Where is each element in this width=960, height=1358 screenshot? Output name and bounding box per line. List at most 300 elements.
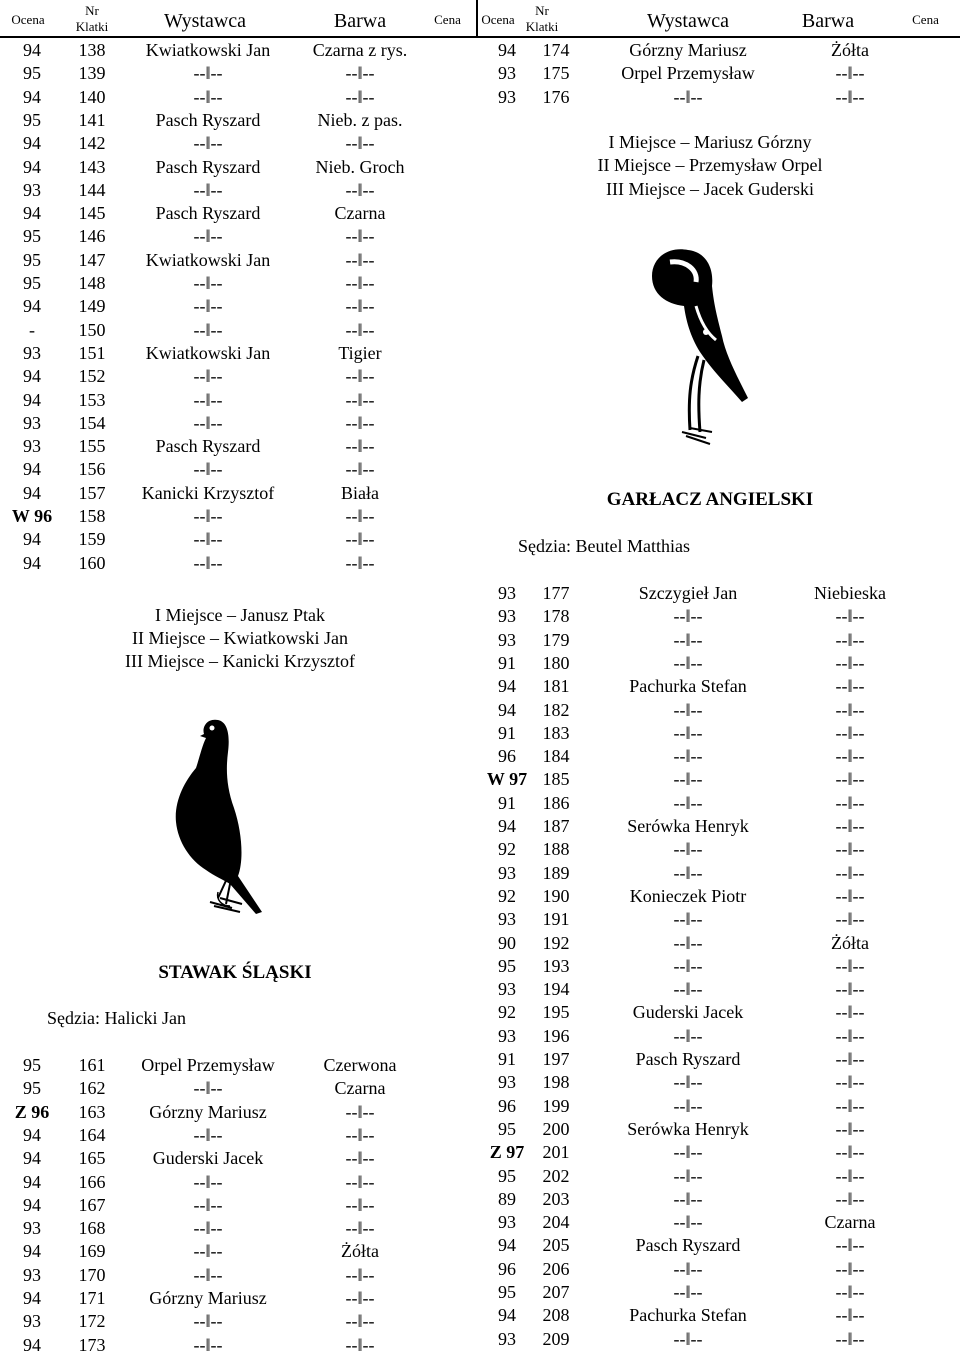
cell-ocena: 95	[23, 63, 41, 84]
cell-barwa: --‖--	[345, 226, 375, 247]
cell-barwa: --‖--	[345, 1148, 375, 1169]
cell-barwa: --‖--	[835, 839, 865, 860]
cell-ocena: 95	[498, 1118, 516, 1139]
cell-nr: 155	[78, 436, 106, 457]
cell-wystawca: --‖--	[193, 529, 223, 550]
cell-ocena: 96	[498, 1095, 516, 1116]
cell-wystawca: Kwiatkowski Jan	[145, 40, 271, 60]
cell-barwa: --‖--	[345, 436, 375, 457]
cell-ocena: 91	[498, 722, 516, 743]
cell-nr: 173	[78, 1334, 106, 1355]
cell-wystawca: --‖--	[193, 1241, 223, 1262]
cell-barwa: --‖--	[835, 63, 865, 84]
cell-wystawca: --‖--	[193, 226, 223, 247]
table-row	[0, 109, 960, 132]
cell-wystawca: Pasch Ryszard	[635, 1049, 741, 1069]
table-row	[0, 885, 960, 908]
cell-nr: 196	[542, 1025, 570, 1046]
table-row	[0, 792, 960, 815]
cell-ocena: 94	[498, 699, 516, 720]
cell-ocena: Z 97	[489, 1142, 525, 1163]
cell-ocena: 95	[498, 1282, 516, 1302]
cell-nr: 199	[542, 1095, 570, 1116]
cell-ocena: 93	[23, 179, 41, 200]
table-row	[0, 932, 960, 955]
cell-ocena: 92	[498, 885, 516, 906]
cell-barwa: --‖--	[345, 1124, 375, 1145]
cell-wystawca: --‖--	[673, 606, 703, 627]
table-row	[0, 745, 960, 768]
cell-barwa: --‖--	[345, 366, 375, 387]
table-row	[0, 1304, 960, 1327]
table-row	[0, 675, 960, 698]
table-row	[0, 1211, 960, 1234]
col-cena: Cena	[912, 12, 939, 27]
cell-nr: 144	[78, 179, 106, 200]
cell-barwa: --‖--	[345, 459, 375, 480]
cell-nr: 195	[542, 1002, 570, 1023]
cell-nr: 177	[542, 583, 570, 603]
cell-barwa: --‖--	[835, 86, 865, 107]
cell-wystawca: Kanicki Krzysztof	[141, 482, 275, 503]
cell-wystawca: Górzny Mariusz	[149, 1101, 267, 1122]
cell-barwa: --‖--	[835, 1282, 865, 1302]
cell-nr: 149	[78, 296, 106, 317]
cell-ocena: 93	[498, 629, 516, 650]
cell-ocena: 90	[498, 932, 516, 953]
cell-wystawca: --‖--	[673, 1025, 703, 1046]
cell-wystawca: Orpel Przemysław	[621, 63, 755, 84]
cell-ocena: 93	[498, 909, 516, 930]
table-row	[0, 1071, 960, 1094]
cell-barwa: --‖--	[345, 249, 375, 270]
cell-ocena: 95	[23, 1078, 41, 1099]
table-row	[0, 699, 960, 722]
cell-nr: 192	[542, 932, 570, 953]
col-klatki: Klatki	[75, 19, 109, 34]
table-row	[0, 1281, 960, 1304]
cell-ocena: 91	[498, 652, 516, 673]
cell-barwa: --‖--	[345, 1288, 375, 1308]
cell-nr: 180	[542, 652, 570, 673]
cell-barwa: Żółta	[341, 1241, 379, 1262]
cell-ocena: 93	[498, 1212, 516, 1233]
cell-barwa: --‖--	[345, 273, 375, 293]
breed-title-garlacz: GARŁACZ ANGIELSKI	[606, 489, 814, 510]
cell-nr: 194	[542, 979, 570, 1000]
col-barwa: Barwa	[801, 10, 855, 32]
cell-wystawca: --‖--	[673, 1072, 703, 1093]
cell-barwa: --‖--	[345, 529, 375, 550]
cell-wystawca: --‖--	[673, 1188, 703, 1209]
cell-ocena: 91	[498, 1049, 516, 1069]
cell-nr: 159	[78, 529, 106, 550]
cell-wystawca: Pasch Ryszard	[635, 1235, 741, 1256]
cell-barwa: --‖--	[835, 746, 865, 767]
judge-left: Sędzia: Halicki Jan	[47, 1008, 186, 1028]
table-row	[0, 838, 960, 861]
cell-nr: 204	[542, 1212, 570, 1233]
cell-ocena: 96	[498, 1258, 516, 1279]
cell-nr: 191	[542, 909, 570, 930]
cell-nr: 201	[542, 1142, 570, 1163]
cell-barwa: --‖--	[835, 606, 865, 627]
table-header-right	[478, 0, 960, 38]
cell-nr: 151	[78, 342, 106, 363]
cell-barwa: Czarna z rys.	[312, 40, 408, 60]
cell-barwa: --‖--	[345, 133, 375, 154]
cell-barwa: --‖--	[835, 722, 865, 743]
table-row	[0, 722, 960, 745]
cell-wystawca: Orpel Przemysław	[141, 1055, 275, 1075]
table-row	[0, 458, 960, 481]
cell-barwa: --‖--	[345, 63, 375, 84]
cell-barwa: --‖--	[835, 1328, 865, 1349]
col-wystawca: Wystawca	[163, 10, 247, 32]
cell-wystawca: Pachurka Stefan	[629, 676, 747, 697]
table-row	[0, 225, 960, 248]
cell-barwa: --‖--	[835, 885, 865, 906]
cell-ocena: 94	[23, 1194, 41, 1215]
cell-wystawca: --‖--	[673, 722, 703, 743]
cell-ocena: 92	[498, 1002, 516, 1023]
cell-barwa: --‖--	[835, 699, 865, 720]
table-row	[0, 1048, 960, 1071]
cell-nr: 203	[542, 1188, 570, 1209]
cell-nr: 186	[542, 792, 570, 813]
col-klatki: Klatki	[525, 19, 559, 34]
cell-nr: 140	[78, 86, 106, 107]
place-2: II Miejsce – Przemysław Orpel	[597, 155, 823, 175]
table-row	[0, 272, 960, 295]
cell-barwa: --‖--	[835, 862, 865, 883]
place-3: III Miejsce – Jacek Guderski	[606, 179, 814, 199]
cell-barwa: Tigier	[338, 342, 382, 363]
cell-wystawca: --‖--	[193, 86, 223, 107]
cell-ocena: 93	[498, 1025, 516, 1046]
place-3: III Miejsce – Kanicki Krzysztof	[125, 651, 355, 671]
table-row	[0, 1328, 960, 1351]
cell-ocena: 94	[23, 1171, 41, 1192]
col-barwa: Barwa	[333, 10, 387, 32]
cell-ocena: 93	[498, 583, 516, 603]
cell-ocena: 94	[498, 1235, 516, 1256]
cell-nr: 184	[542, 746, 570, 767]
cell-barwa: --‖--	[345, 1334, 375, 1355]
cell-barwa: --‖--	[835, 1258, 865, 1279]
cell-wystawca: --‖--	[193, 1194, 223, 1215]
cell-nr: 189	[542, 862, 570, 883]
cell-ocena: 94	[23, 1288, 41, 1308]
cell-wystawca: --‖--	[193, 506, 223, 526]
cell-nr: 181	[542, 676, 570, 697]
cell-barwa: --‖--	[345, 1101, 375, 1122]
cell-wystawca: Serówka Henryk	[627, 816, 749, 836]
cell-barwa: --‖--	[835, 1305, 865, 1326]
cell-nr: 190	[542, 885, 570, 906]
cell-wystawca: --‖--	[673, 1165, 703, 1186]
cell-wystawca: --‖--	[673, 746, 703, 767]
cell-nr: 148	[78, 273, 106, 293]
cell-ocena: 94	[498, 1305, 516, 1326]
cell-barwa: --‖--	[345, 1171, 375, 1192]
cell-nr: 207	[542, 1282, 570, 1302]
cell-nr: 208	[542, 1305, 570, 1326]
cell-nr: 143	[78, 156, 106, 177]
cell-wystawca: --‖--	[673, 932, 703, 953]
garlacz-pigeon-illustration	[640, 240, 770, 455]
cell-ocena: 93	[23, 342, 41, 363]
table-row	[0, 342, 960, 365]
table-row	[0, 528, 960, 551]
table-row	[0, 908, 960, 931]
cell-ocena: 95	[498, 955, 516, 976]
cell-ocena: 93	[23, 1264, 41, 1285]
cell-nr: 165	[78, 1148, 106, 1169]
cell-nr: 202	[542, 1165, 570, 1186]
cell-barwa: --‖--	[345, 319, 375, 340]
breed-title-stawak: STAWAK ŚLĄSKI	[158, 962, 312, 983]
table-row	[0, 412, 960, 435]
cell-wystawca: --‖--	[673, 652, 703, 673]
cell-wystawca: --‖--	[673, 1282, 703, 1302]
cell-ocena: 94	[23, 552, 41, 573]
cell-barwa: --‖--	[835, 1142, 865, 1163]
cell-nr: 154	[78, 412, 106, 433]
cell-ocena: 94	[498, 816, 516, 836]
cell-barwa: --‖--	[835, 1002, 865, 1023]
table-row	[0, 1165, 960, 1188]
table-row	[0, 1234, 960, 1257]
cell-ocena: 93	[498, 979, 516, 1000]
cell-wystawca: --‖--	[673, 86, 703, 107]
cell-wystawca: --‖--	[193, 273, 223, 293]
table-row	[0, 552, 960, 575]
cell-wystawca: --‖--	[193, 319, 223, 340]
cell-wystawca: --‖--	[193, 412, 223, 433]
cell-wystawca: --‖--	[673, 862, 703, 883]
cell-ocena: 94	[498, 676, 516, 697]
cell-ocena: 93	[498, 1072, 516, 1093]
cell-wystawca: --‖--	[193, 179, 223, 200]
cell-nr: 169	[78, 1241, 106, 1262]
cell-wystawca: --‖--	[193, 1171, 223, 1192]
cell-wystawca: --‖--	[193, 552, 223, 573]
cell-ocena: 95	[23, 226, 41, 247]
cell-wystawca: Szczygieł Jan	[638, 583, 738, 603]
table-row	[0, 768, 960, 791]
cell-ocena: 94	[23, 296, 41, 317]
cell-ocena: W 96	[11, 506, 53, 526]
cell-wystawca: --‖--	[193, 63, 223, 84]
cell-barwa: --‖--	[835, 1188, 865, 1209]
col-cena: Cena	[434, 12, 461, 27]
place-1: I Miejsce – Mariusz Górzny	[608, 132, 812, 152]
cell-nr: 185	[542, 769, 570, 790]
cell-ocena: 93	[23, 1311, 41, 1332]
cell-wystawca: Pasch Ryszard	[155, 156, 261, 177]
cell-nr: 139	[78, 63, 106, 84]
cell-nr: 170	[78, 1264, 106, 1285]
cell-barwa: --‖--	[835, 1072, 865, 1093]
cell-nr: 174	[542, 40, 570, 60]
table-row	[0, 202, 960, 225]
cell-wystawca: Konieczek Piotr	[629, 885, 747, 906]
col-nr: Nr	[535, 3, 549, 18]
cell-barwa: --‖--	[345, 1264, 375, 1285]
cell-ocena: 95	[23, 249, 41, 270]
cell-wystawca: Pasch Ryszard	[155, 109, 261, 130]
cell-wystawca: Górzny Mariusz	[149, 1288, 267, 1308]
cell-barwa: Czarna	[824, 1212, 876, 1233]
cell-nr: 146	[78, 226, 106, 247]
cell-ocena: 95	[23, 1055, 41, 1075]
cell-nr: 150	[78, 319, 106, 340]
cell-ocena: 93	[498, 862, 516, 883]
cell-nr: 179	[542, 629, 570, 650]
cell-ocena: 92	[498, 839, 516, 860]
cell-wystawca: --‖--	[673, 792, 703, 813]
cell-barwa: Czarna	[334, 203, 386, 224]
cell-nr: 145	[78, 203, 106, 224]
cell-wystawca: Górzny Mariusz	[629, 40, 747, 60]
cell-barwa: --‖--	[345, 86, 375, 107]
cell-nr: 200	[542, 1118, 570, 1139]
table-row	[0, 249, 960, 272]
table-row	[0, 1118, 960, 1141]
cell-wystawca: Guderski Jacek	[152, 1148, 264, 1169]
table-row	[0, 319, 960, 342]
cell-wystawca: Pachurka Stefan	[629, 1305, 747, 1326]
cell-barwa: --‖--	[835, 629, 865, 650]
cell-ocena: 94	[498, 40, 516, 60]
table-row	[0, 389, 960, 412]
cell-nr: 156	[78, 459, 106, 480]
cell-ocena: 94	[23, 1241, 41, 1262]
cell-wystawca: --‖--	[193, 459, 223, 480]
cell-nr: 161	[78, 1055, 106, 1075]
cell-ocena: 95	[498, 1165, 516, 1186]
table-row	[0, 295, 960, 318]
cell-nr: 157	[78, 482, 106, 503]
table-row	[0, 1141, 960, 1164]
table-header-left	[0, 0, 476, 38]
cell-barwa: --‖--	[835, 1025, 865, 1046]
cell-ocena: 94	[23, 156, 41, 177]
cell-ocena: 95	[23, 273, 41, 293]
cell-wystawca: --‖--	[193, 366, 223, 387]
cell-barwa: --‖--	[835, 955, 865, 976]
cell-nr: 206	[542, 1258, 570, 1279]
cell-barwa: --‖--	[345, 1311, 375, 1332]
table-row	[0, 1188, 960, 1211]
cell-barwa: Nieb. z pas.	[317, 109, 403, 130]
cell-nr: 142	[78, 133, 106, 154]
cell-nr: 163	[78, 1101, 106, 1122]
cell-wystawca: --‖--	[673, 1095, 703, 1116]
cell-barwa: --‖--	[835, 652, 865, 673]
cell-barwa: Żółta	[831, 40, 869, 60]
cell-wystawca: --‖--	[193, 1334, 223, 1355]
cell-barwa: --‖--	[835, 1049, 865, 1069]
cell-barwa: --‖--	[345, 296, 375, 317]
cell-nr: 162	[78, 1078, 106, 1099]
cell-wystawca: --‖--	[673, 1328, 703, 1349]
cell-barwa: --‖--	[345, 552, 375, 573]
cell-barwa: --‖--	[835, 792, 865, 813]
cell-barwa: --‖--	[835, 1118, 865, 1139]
cell-nr: 167	[78, 1194, 106, 1215]
cell-nr: 152	[78, 366, 106, 387]
cell-wystawca: --‖--	[193, 1218, 223, 1239]
cell-nr: 164	[78, 1124, 106, 1145]
cell-nr: 138	[78, 40, 106, 60]
cell-barwa: Biała	[341, 482, 379, 503]
cell-nr: 172	[78, 1311, 106, 1332]
cell-ocena: 94	[23, 1334, 41, 1355]
cell-ocena: 94	[23, 133, 41, 154]
cell-wystawca: --‖--	[673, 1258, 703, 1279]
cell-wystawca: Kwiatkowski Jan	[145, 342, 271, 363]
cell-nr: 141	[78, 109, 106, 130]
cell-nr: 168	[78, 1218, 106, 1239]
cell-ocena: 94	[23, 366, 41, 387]
cell-ocena: 94	[23, 389, 41, 410]
table-row	[0, 1258, 960, 1281]
cell-wystawca: --‖--	[193, 296, 223, 317]
cell-ocena: 94	[23, 459, 41, 480]
cell-wystawca: --‖--	[193, 1124, 223, 1145]
cell-nr: 158	[78, 506, 106, 526]
cell-ocena: 94	[23, 1148, 41, 1169]
cell-nr: 183	[542, 722, 570, 743]
stawak-pigeon-illustration	[160, 712, 290, 927]
cell-barwa: --‖--	[835, 979, 865, 1000]
cell-barwa: Niebieska	[814, 583, 886, 603]
col-ocena: Ocena	[481, 12, 515, 27]
col-ocena: Ocena	[11, 12, 45, 27]
cell-wystawca: --‖--	[673, 979, 703, 1000]
cell-nr: 171	[78, 1288, 106, 1308]
cell-ocena: 94	[23, 482, 41, 503]
cell-ocena: W 97	[486, 769, 528, 790]
cell-barwa: --‖--	[835, 816, 865, 836]
table-row	[0, 39, 960, 62]
cell-wystawca: --‖--	[673, 1212, 703, 1233]
cell-ocena: 93	[23, 436, 41, 457]
cell-barwa: Czarna	[334, 1078, 386, 1099]
cell-barwa: --‖--	[345, 1218, 375, 1239]
place-1: I Miejsce – Janusz Ptak	[155, 605, 325, 625]
judge-right: Sędzia: Beutel Matthias	[518, 536, 690, 556]
cell-ocena: 93	[498, 1328, 516, 1349]
cell-ocena: 94	[23, 203, 41, 224]
cell-nr: 166	[78, 1171, 106, 1192]
cell-barwa: --‖--	[345, 506, 375, 526]
cell-wystawca: Serówka Henryk	[627, 1118, 749, 1139]
cell-ocena: 89	[498, 1188, 516, 1209]
cell-barwa: --‖--	[835, 769, 865, 790]
cell-ocena: 93	[23, 1218, 41, 1239]
cell-nr: 147	[78, 249, 106, 270]
cell-ocena: 93	[498, 606, 516, 627]
table-row	[0, 862, 960, 885]
cell-nr: 188	[542, 839, 570, 860]
cell-wystawca: --‖--	[193, 1311, 223, 1332]
cell-wystawca: --‖--	[673, 909, 703, 930]
cell-barwa: Żółta	[831, 932, 869, 953]
table-row	[0, 582, 960, 605]
